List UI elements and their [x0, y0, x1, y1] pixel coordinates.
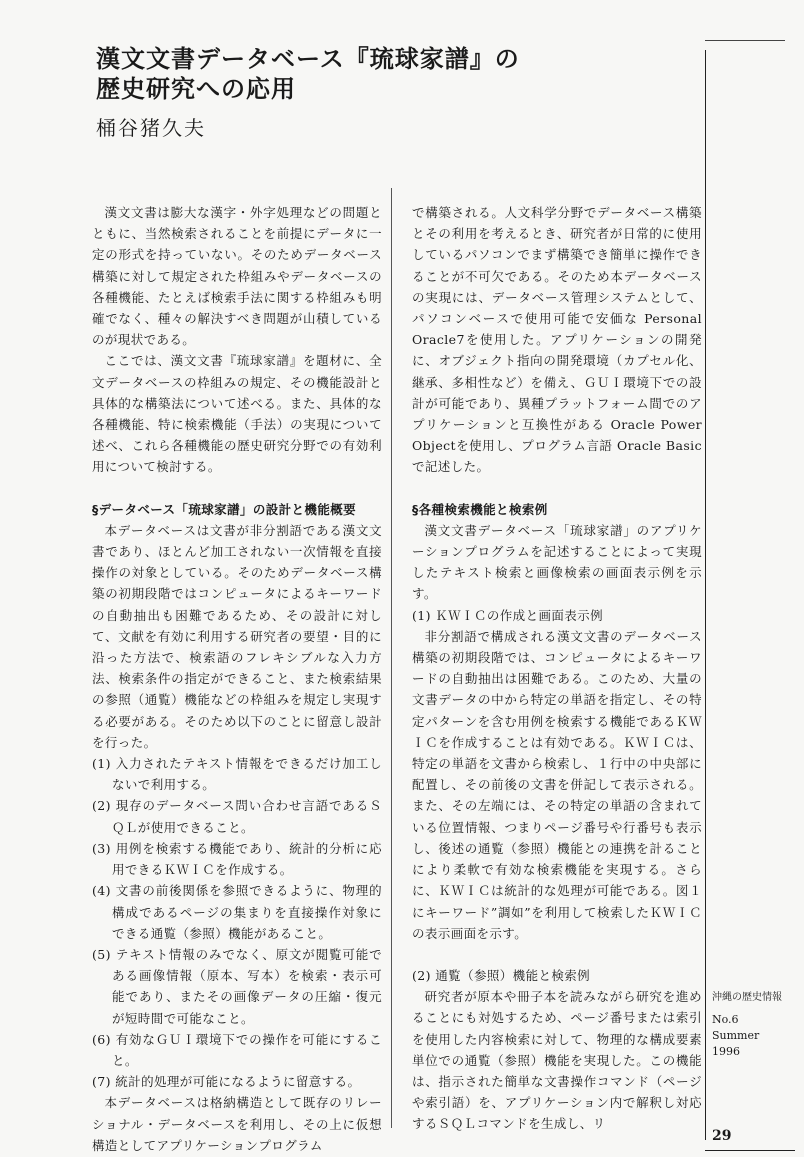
- author-name: 桶谷猪久夫: [96, 116, 206, 140]
- publication-info: [712, 990, 796, 1060]
- intro-paragraph-2: ここでは、漢文文書『琉球家譜』を題材に、全文データベースの枠組みの規定、その機能設計と具体的な構築法について述べる。また、具体的な各種機能、特に検索機能（手法）の実現について述べ、これら各種機能の歴史研究分野での有効利用について検討する。: [92, 353, 382, 475]
- issue-season: Summer: [712, 1029, 760, 1042]
- top-rule: [705, 40, 785, 41]
- subsection-2-paragraph: 研究者が原本や冊子本を読みながら研究を進めることにも対処するため、ページ番号または索引を使用した内容検索に対して、物理的な構成要素単位での通覧（参照）機能を実現した。この機能は、指示された簡単な文書操作コマンド（ページや索引語）を、アプリケーション内で解釈し対応するＳＱＬコマンドを生成し、リ: [412, 989, 702, 1132]
- series-title: 沖縄の歴史情報: [712, 992, 782, 1003]
- page-number: 29: [712, 1128, 732, 1144]
- design-item-3: (3) 用例を検索する機能であり、統計的分析に応用できるＫＷＩＣを作成する。: [92, 840, 382, 878]
- design-item-7: (7) 統計的処理が可能になるように留意する。: [92, 1074, 361, 1090]
- continuation-paragraph: で構築される。人文科学分野でデータベース構築とその利用を考えるとき、研究者が日常的に使用しているパソコンでまず構築でき簡単に操作できることが不可欠である。そのため本データベースの実現には、データベース管理システムとして、パソコンベースで使用可能で安価な Personal Oracle7を使用した。アプリケーションの開発に、オブジェクト指向の開発環境（カプセル化、継承、多相性など）を備え、ＧＵＩ環境下での設計が可能であり、異種プラットフォーム間でのアプリケーションと互換性がある Oracle Power Objectを使用し、プログラム言語 Oracle Basic で記述した。: [412, 205, 702, 475]
- intro-paragraph-1: 漢文文書は膨大な漢字・外字処理などの問題とともに、当然検索されることを前提にデータに一定の形式を持っていない。そのためデータベース構築に対して規定された枠組みやデータベースの各種機能、たとえば検索手法に関する枠組みも明確でなく、種々の解決すべき問題が山積しているのが現状である。: [92, 205, 382, 348]
- title-line-2: 歴史研究への応用: [96, 74, 296, 103]
- title-line-1: 漢文文書データベース『琉球家譜』の: [96, 44, 520, 73]
- section-1-heading: §データベース「琉球家譜」の設計と機能概要: [92, 501, 357, 517]
- design-item-5: (5) テキスト情報のみでなく、原文が閲覧可能である画像情報（原本、写本）を検索・表示可能であり、またその画像データの圧縮・復元が短時間で可能なこと。: [92, 946, 382, 1026]
- design-item-6: (6) 有効なＧＵＩ環境下での操作を可能にすること。: [92, 1031, 382, 1068]
- left-column: [92, 202, 382, 1156]
- design-item-4: (4) 文書の前後関係を参照できるように、物理的構成であるページの集まりを直接操作対象にできる通覧（参照）機能があること。: [92, 883, 382, 941]
- bottom-rule: [705, 1150, 795, 1151]
- design-item-1: (1) 入力されたテキスト情報をできるだけ加工しないで利用する。: [92, 756, 382, 793]
- issue-number: No.6: [712, 1013, 739, 1026]
- section-1-paragraph-1: 本データベースは文書が非分割語である漢文文書であり、ほとんど加工されない一次情報を直接操作の対象としている。そのためデータベース構築の初期段階ではコンピュータによるキーワードの自動抽出も困難であるため、その設計に対して、文献を有効に利用する研究者の要望・目的に沿った方法で、検索語のフレキシブルな入力方法、検索条件の指定ができること、また検索結果の参照（通覧）機能などの枠組みを規定し実現する必要がある。そのため以下のことに留意し設計を行った。: [92, 522, 382, 750]
- subsection-1-heading: (1) ＫＷＩＣの作成と画面表示例: [412, 607, 603, 623]
- subsection-2-heading: (2) 通覧（参照）機能と検索例: [412, 967, 591, 983]
- design-item-2: (2) 現存のデータベース問い合わせ言語であるＳＱＬが使用できること。: [92, 798, 382, 835]
- margin-rule: [705, 50, 706, 1140]
- article-title: [96, 44, 656, 104]
- issue-year: 1996: [712, 1045, 740, 1058]
- subsection-1-paragraph: 非分割語で構成される漢文文書のデータベース構築の初期段階では、コンピュータによるキーワードの自動抽出は困難である。このため、大量の文書データの中から特定の単語を指定し、その特定パターンを含む用例を検索する機能であるＫＷＩＣを作成することは有効である。ＫＷＩＣは、特定の単語を文書から検索し、１行中の中央部に配置し、その前後の文書を併記して表示される。また、その左端には、その特定の単語の含まれている位置情報、つまりページ番号や行番号も表示し、後述の通覧（参照）機能との連携を計ることにより柔軟で有効な検索機能を実現する。さらに、ＫＷＩＣは統計的な処理が可能である。図１にキーワード”調如”を利用して検索したＫＷＩＣの表示画面を示す。: [412, 628, 702, 941]
- section-2-paragraph-1: 漢文文書データベース「琉球家譜」のアプリケーションプログラムを記述することによって実現したテキスト検索と画像検索の画面表示例を示す。: [412, 522, 702, 602]
- right-column: [412, 202, 702, 1135]
- section-1-paragraph-2: 本データベースは格納構造として既存のリレーショナル・データベースを利用し、その上に仮想構造としてアプリケーションプログラム: [92, 1095, 382, 1153]
- section-2-heading: §各種検索機能と検索例: [412, 501, 548, 517]
- column-divider: [391, 188, 392, 1128]
